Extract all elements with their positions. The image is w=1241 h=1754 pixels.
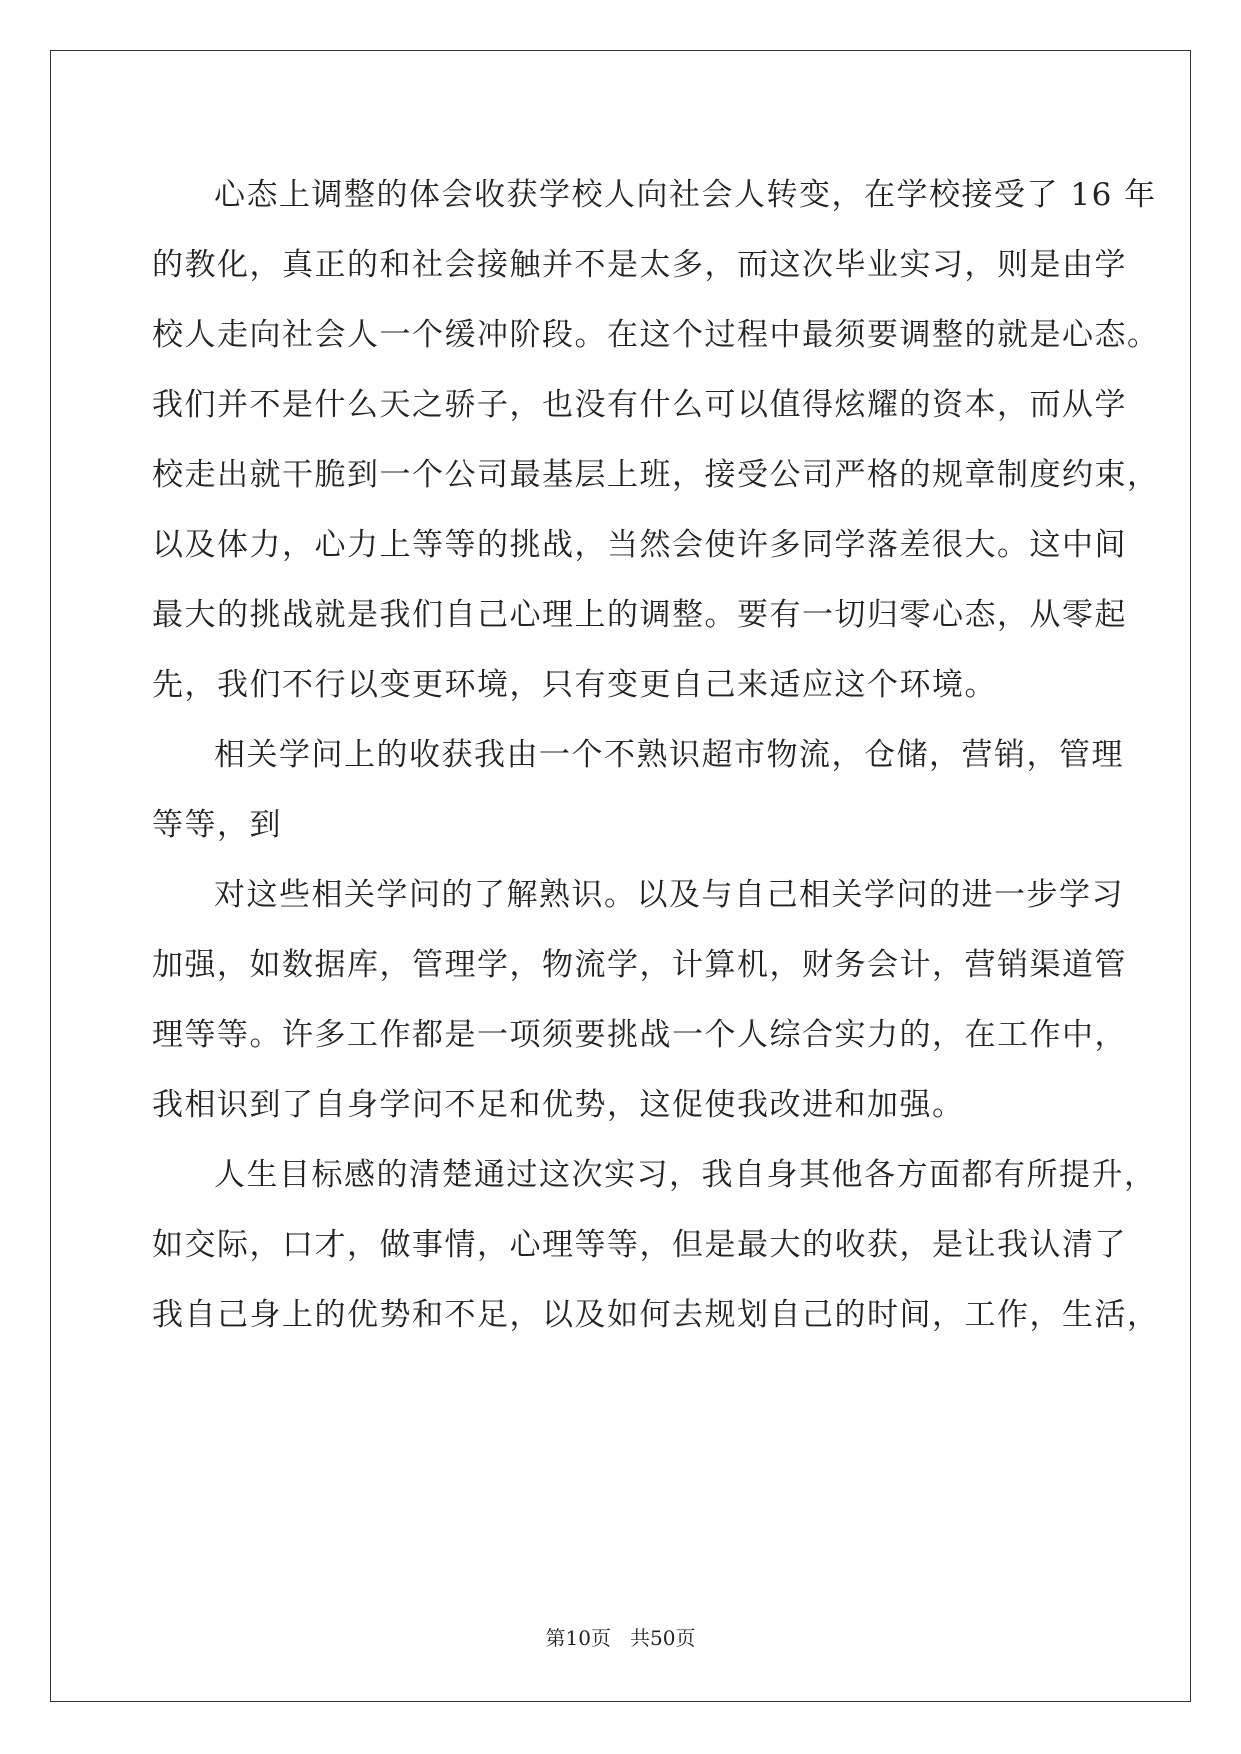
text-line: 先，我们不行以变更环境，只有变更自己来适应这个环境。 <box>152 667 997 703</box>
text-line: 人生目标感的清楚通过这次实习，我自身其他各方面都有所提升， <box>214 1157 1157 1193</box>
text-line: 校人走向社会人一个缓冲阶段。在这个过程中最须要调整的就是心态。 <box>152 317 1160 353</box>
text-line: 我相识到了自身学问不足和优势，这促使我改进和加强。 <box>152 1087 965 1123</box>
text-line: 加强，如数据库，管理学，物流学，计算机，财务会计，营销渠道管 <box>152 947 1127 983</box>
text-line: 相关学问上的收获我由一个不熟识超市物流，仓储，营销，管理 <box>214 737 1124 773</box>
page-number: 第10页 <box>545 1626 611 1650</box>
text-line: 我自己身上的优势和不足，以及如何去规划自己的时间，工作，生活， <box>152 1297 1160 1333</box>
text-line: 理等等。许多工作都是一项须要挑战一个人综合实力的，在工作中， <box>152 1017 1127 1053</box>
document-body <box>152 160 1160 1350</box>
text-line: 等等，到 <box>152 807 282 843</box>
footer-spacer <box>611 1626 630 1650</box>
text-line: 以及体力，心力上等等的挑战，当然会使许多同学落差很大。这中间 <box>152 527 1127 563</box>
text-line: 对这些相关学问的了解熟识。以及与自己相关学问的进一步学习 <box>214 877 1124 913</box>
text-line: 校走出就干脆到一个公司最基层上班，接受公司严格的规章制度约束， <box>152 457 1160 493</box>
page-footer <box>0 1625 1241 1651</box>
text-line: 心态上调整的体会收获学校人向社会人转变，在学校接受了 16 年 <box>214 177 1157 213</box>
text-line: 我们并不是什么天之骄子，也没有什么可以值得炫耀的资本，而从学 <box>152 387 1127 423</box>
text-line: 的教化，真正的和社会接触并不是太多，而这次毕业实习，则是由学 <box>152 247 1127 283</box>
text-line: 如交际，口才，做事情，心理等等，但是最大的收获，是让我认清了 <box>152 1227 1127 1263</box>
page-total: 共50页 <box>630 1626 696 1650</box>
text-line: 最大的挑战就是我们自己心理上的调整。要有一切归零心态，从零起 <box>152 597 1127 633</box>
